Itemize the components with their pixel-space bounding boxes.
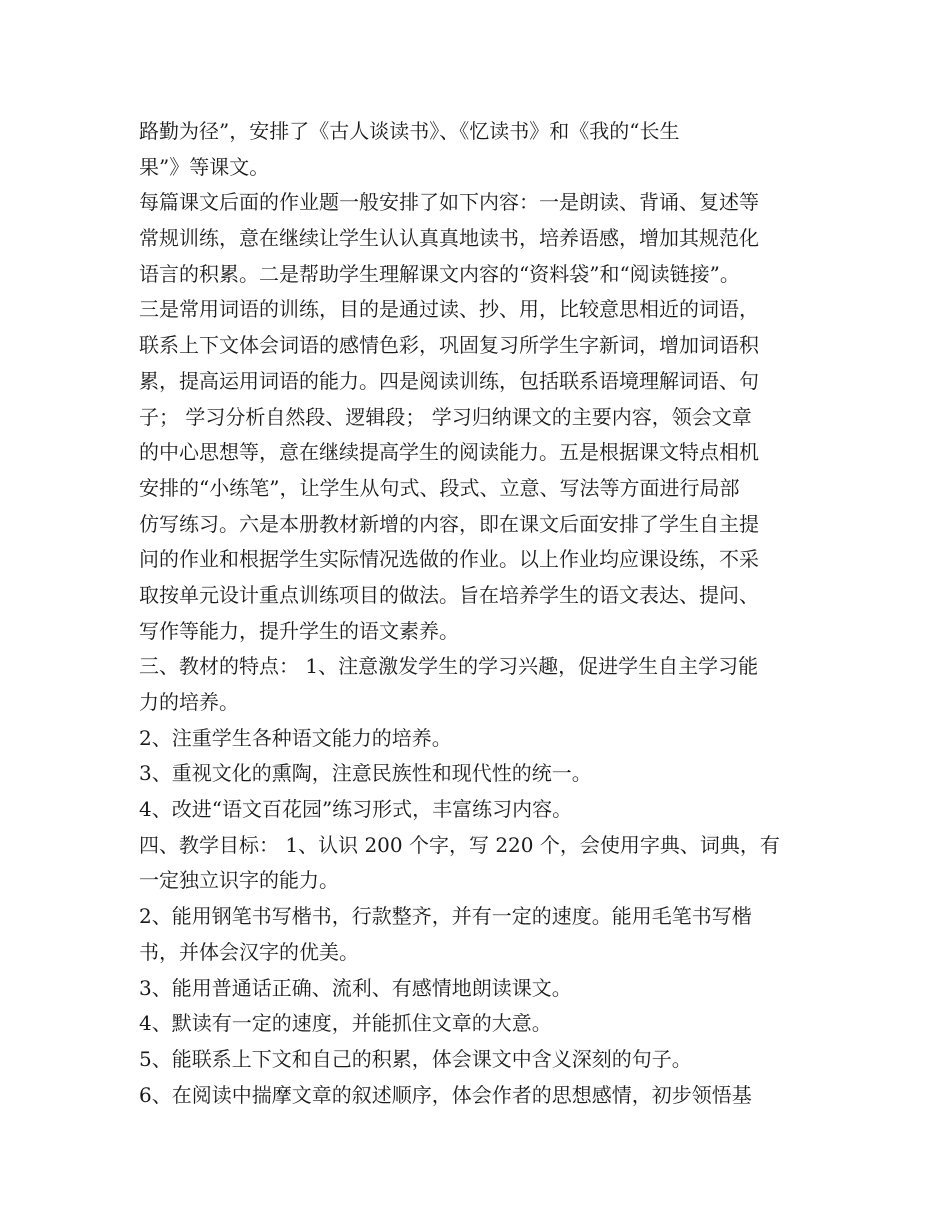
text-line: 3、能用普通话正确、流利、有感情地朗读课文。 — [139, 975, 572, 1000]
text-line: 力的培养。 — [139, 690, 239, 714]
text-line: 书，并体会汉字的优美。 — [139, 939, 359, 964]
text-line: 仿写练习。六是本册教材新增的内容，即在课文后面安排了学生自主提 — [139, 511, 759, 536]
text-line: 每篇课文后面的作业题一般安排了如下内容：一是朗读、背诵、复述等 — [139, 190, 759, 215]
text-line: 四、教学目标： 1、认识 200 个字，写 220 个，会使用字典、词典，有 — [139, 832, 780, 857]
text-line: 3、重视文化的熏陶，注意民族性和现代性的统一。 — [139, 761, 592, 786]
text-line: 的中心思想等，意在继续提高学生的阅读能力。五是根据课文特点相机 — [139, 440, 759, 465]
document-body — [139, 114, 829, 1113]
text-line: 6、在阅读中揣摩文章的叙述顺序，体会作者的思想感情，初步领悟基 — [139, 1082, 752, 1107]
text-line: 三是常用词语的训练，目的是通过读、抄、用，比较意思相近的词语， — [139, 297, 759, 322]
text-line: 4、默读有一定的速度，并能抓住文章的大意。 — [139, 1011, 552, 1036]
text-line: 2、能用钢笔书写楷书，行款整齐，并有一定的速度。能用毛笔书写楷 — [139, 904, 752, 929]
text-line: 路勤为径”，安排了《古人谈读书》、《忆读书》和《我的“长生 — [139, 119, 680, 143]
text-line: 语言的积累。二是帮助学生理解课文内容的“资料袋”和“阅读链接”。 — [139, 261, 740, 286]
text-line: 累，提高运用词语的能力。四是阅读训练，包括联系语境理解词语、句 — [139, 368, 759, 393]
text-line: 一定独立识字的能力。 — [139, 868, 339, 893]
text-line: 问的作业和根据学生实际情况选做的作业。以上作业均应课设练，不采 — [139, 547, 759, 572]
text-line: 安排的“小练笔”，让学生从句式、段式、立意、写法等方面进行局部 — [139, 475, 740, 500]
text-line: 联系上下文体会词语的感情色彩，巩固复习所学生字新词，增加词语积 — [139, 333, 759, 358]
text-line: 常规训练，意在继续让学生认认真真地读书，培养语感，增加其规范化 — [139, 226, 759, 251]
text-line: 果”》等课文。 — [139, 154, 270, 179]
text-line: 取按单元设计重点训练项目的做法。旨在培养学生的语文表达、提问、 — [139, 582, 759, 607]
text-line: 三、教材的特点： 1、注意激发学生的学习兴趣，促进学生自主学习能 — [139, 654, 759, 679]
text-line: 4、改进“语文百花园”练习形式，丰富练习内容。 — [139, 797, 573, 822]
text-line: 2、注重学生各种语文能力的培养。 — [139, 725, 452, 750]
text-line: 5、能联系上下文和自己的积累，体会课文中含义深刻的句子。 — [139, 1046, 692, 1071]
text-line: 子； 学习分析自然段、逻辑段； 学习归纳课文的主要内容，领会文章 — [139, 404, 752, 429]
text-line: 写作等能力，提升学生的语文素养。 — [139, 618, 459, 643]
